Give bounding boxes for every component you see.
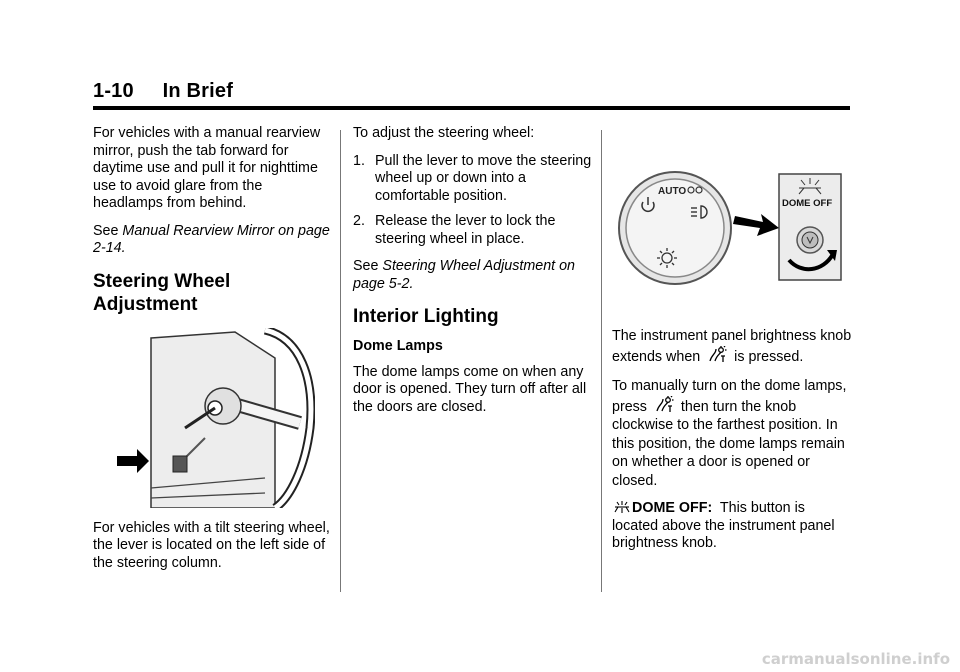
column-divider-2 <box>601 130 602 592</box>
step-item <box>353 153 593 206</box>
dome-lamps-paragraph: The dome lamps come on when any door is opened. They turn off after all the doors are closed. <box>353 363 587 415</box>
dome-lamp-knob-icon <box>653 396 675 414</box>
adjust-intro: To adjust the steering wheel: <box>353 125 535 141</box>
dome-off-icon <box>614 501 630 515</box>
step-number: 2. <box>353 213 365 229</box>
section-title-line1: Steering Wheel <box>93 270 231 292</box>
section-title-steering-wheel <box>93 270 331 316</box>
subheading-dome-lamps: Dome Lamps <box>353 338 443 354</box>
p2-text-a: To manually turn on the dome lamps, press <box>612 378 847 415</box>
steering-wheel-illustration <box>115 328 315 508</box>
step-number: 1. <box>353 152 365 169</box>
headlamp-switch-illustration <box>613 168 843 286</box>
mirror-see-ref <box>93 223 331 258</box>
dome-off-paragraph <box>612 500 854 553</box>
column-1 <box>93 125 331 582</box>
watermark: carmanualsonline.info <box>761 650 950 668</box>
step-item <box>353 213 593 248</box>
p2-text-b: then turn the knob clockwise to the farthest position. In this position, the dome lamps remain on whether a door is opened or closed. <box>612 398 845 489</box>
manual-dome-paragraph <box>612 377 854 490</box>
tilt-steering-paragraph: For vehicles with a tilt steering wheel, the lever is located on the left side of the steering column. <box>93 519 330 571</box>
p1-text-b: is pressed. <box>730 349 804 365</box>
see-reference-link[interactable]: Steering Wheel Adjustment on page 5-2. <box>353 258 576 292</box>
header-rule <box>93 106 850 110</box>
page-header <box>93 80 850 110</box>
see-reference-link[interactable]: Manual Rearview Mirror on page 2-14. <box>93 222 330 256</box>
p1-text-a: The instrument panel brightness knob extends when <box>612 328 852 365</box>
step-text: Release the lever to lock the steering wheel in place. <box>375 213 556 247</box>
dome-off-text: This button is located above the instrument panel brightness knob. <box>612 500 835 551</box>
dome-off-label: DOME OFF: <box>632 500 713 516</box>
dome-off-panel-label: DOME OFF <box>782 198 833 209</box>
auto-label: AUTO <box>658 186 687 197</box>
steering-see-ref <box>353 258 593 293</box>
column-2 <box>353 125 593 426</box>
dome-lamp-knob-icon <box>706 346 728 364</box>
column-3 <box>612 326 854 563</box>
brightness-knob-paragraph <box>612 326 854 367</box>
see-prefix: See <box>353 258 383 274</box>
mirror-paragraph: For vehicles with a manual rearview mirror, push the tab forward for daytime use and pull it for nighttime use to avoid glare from the headlamps from behind. <box>93 125 321 211</box>
adjust-steps-list <box>353 153 593 249</box>
step-text: Pull the lever to move the steering wheel up or down into a comfortable position. <box>375 152 592 204</box>
section-title-interior-lighting: Interior Lighting <box>353 306 499 327</box>
column-divider-1 <box>340 130 341 592</box>
page-title: 1-10 In Brief <box>93 80 234 102</box>
section-title-line2: Adjustment <box>93 293 198 315</box>
see-prefix: See <box>93 222 123 239</box>
